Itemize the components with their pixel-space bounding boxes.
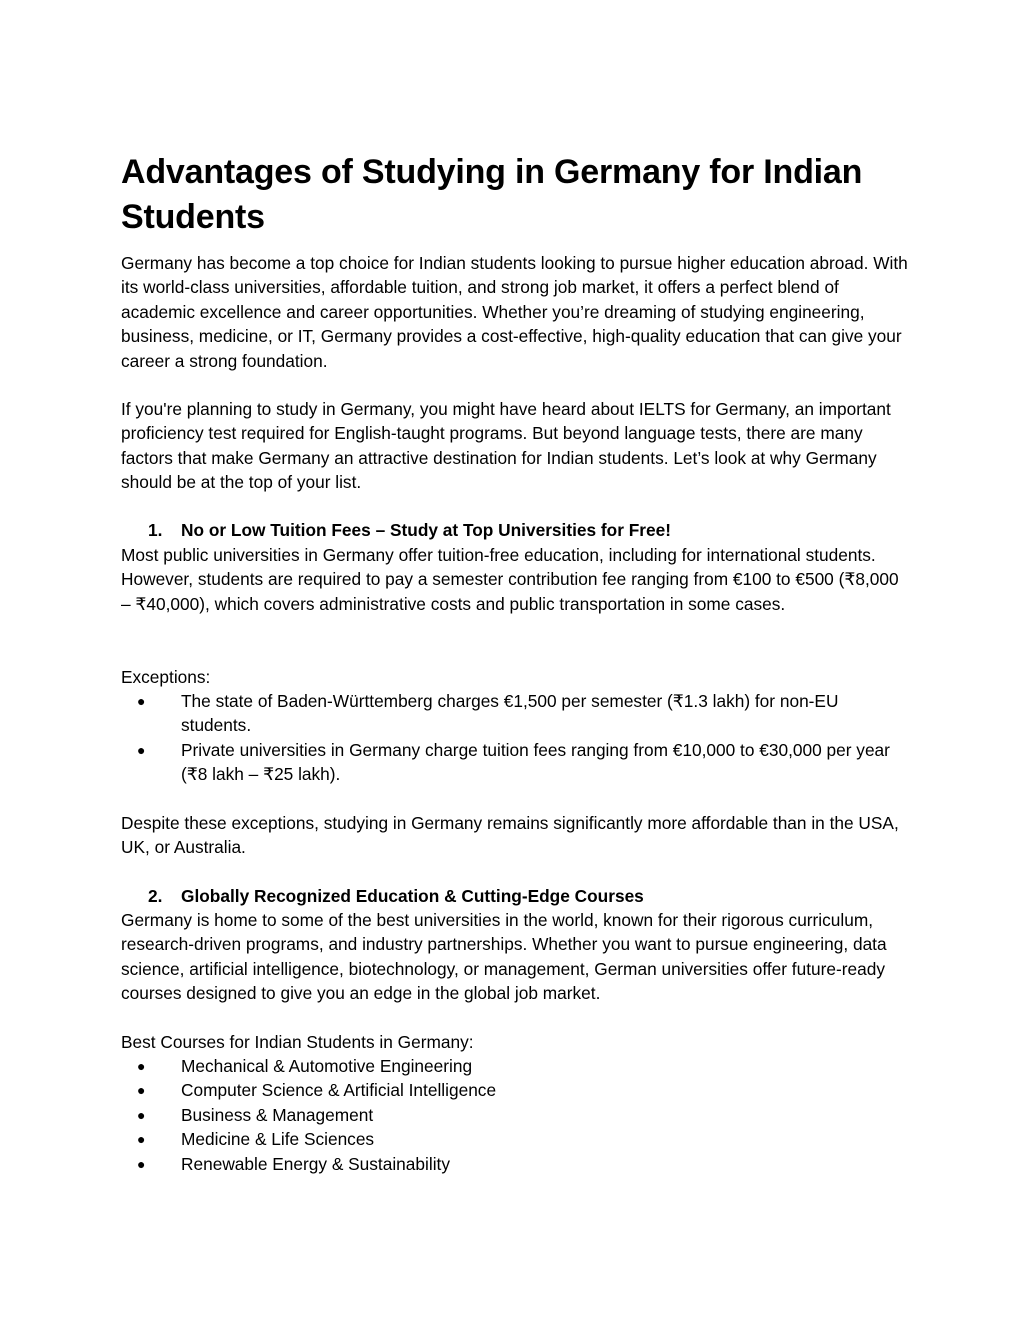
list-item: ● Private universities in Germany charge tuition fees ranging from €10,000 to €30,000 per year (₹8 lakh – ₹25 lakh). [137, 739, 890, 785]
list-item: ● Medicine & Life Sciences [121, 1127, 911, 1151]
section-1-list-label: Exceptions: [121, 667, 211, 687]
section-1-bullet-list [121, 689, 911, 787]
section-1-closing: Despite these exceptions, studying in Germany remains significantly more affordable than in the USA, UK, or Australia. [121, 813, 899, 858]
section-1-paragraph: Most public universities in Germany offer tuition-free education, including for international students. However, students are required to pay a semester contribution fee ranging from €100 to €500 (₹8,000 – ₹40,000), which covers administrative costs and public transportation in some cases. [121, 545, 899, 614]
bullet-icon: ● [137, 1106, 146, 1123]
bullet-icon: ● [137, 741, 146, 758]
list-item: ● Renewable Energy & Sustainability [121, 1152, 911, 1176]
page-title: Advantages of Studying in Germany for Indian Students [121, 153, 863, 236]
section-2-title: Globally Recognized Education & Cutting-Edge Courses [181, 886, 644, 906]
list-item: ● Computer Science & Artificial Intelligence [121, 1078, 911, 1102]
list-item: ● Business & Management [121, 1103, 911, 1127]
list-item: ● The state of Baden-Württemberg charges €1,500 per semester (₹1.3 lakh) for non-EU students. [137, 691, 839, 736]
bullet-icon: ● [137, 1058, 146, 1074]
section-1-number: 1. [148, 520, 163, 540]
bullet-icon: ● [137, 693, 146, 709]
list-item: ● Mechanical & Automotive Engineering [121, 1054, 911, 1078]
section-2-heading [121, 884, 911, 909]
section-2-list-label: Best Courses for Indian Students in Germany: [121, 1032, 474, 1052]
section-1-heading [121, 518, 911, 543]
section-2-number: 2. [148, 886, 163, 906]
bullet-icon: ● [137, 1082, 146, 1099]
intro-paragraph-2: If you're planning to study in Germany, you might have heard about IELTS for Germany, an important proficiency test required for English-taught programs. But beyond language tests, there are many factors that make Germany an attractive destination for Indian students. Let’s look at why Germany should be at the top of your list. [121, 399, 891, 493]
intro-paragraph-1: Germany has become a top choice for Indian students looking to pursue higher education abroad. With its world-class universities, affordable tuition, and strong job market, it offers a perfect blend of academic excellence and career opportunities. Whether you’re dreaming of studying engineering, business, medicine, or IT, Germany provides a cost-effective, high-quality education that can give your career a strong foundation. [121, 253, 908, 371]
section-1-title: No or Low Tuition Fees – Study at Top Universities for Free! [181, 520, 672, 540]
section-2-bullet-list [121, 1054, 911, 1176]
bullet-icon: ● [137, 1131, 146, 1148]
bullet-icon: ● [137, 1155, 146, 1172]
section-2-paragraph: Germany is home to some of the best universities in the world, known for their rigorous curriculum, research-driven programs, and industry partnerships. Whether you want to pursue engineering, data science, artificial intelligence, biotechnology, or management, German universities offer future-ready courses designed to give you an edge in the global job market. [121, 910, 887, 1004]
